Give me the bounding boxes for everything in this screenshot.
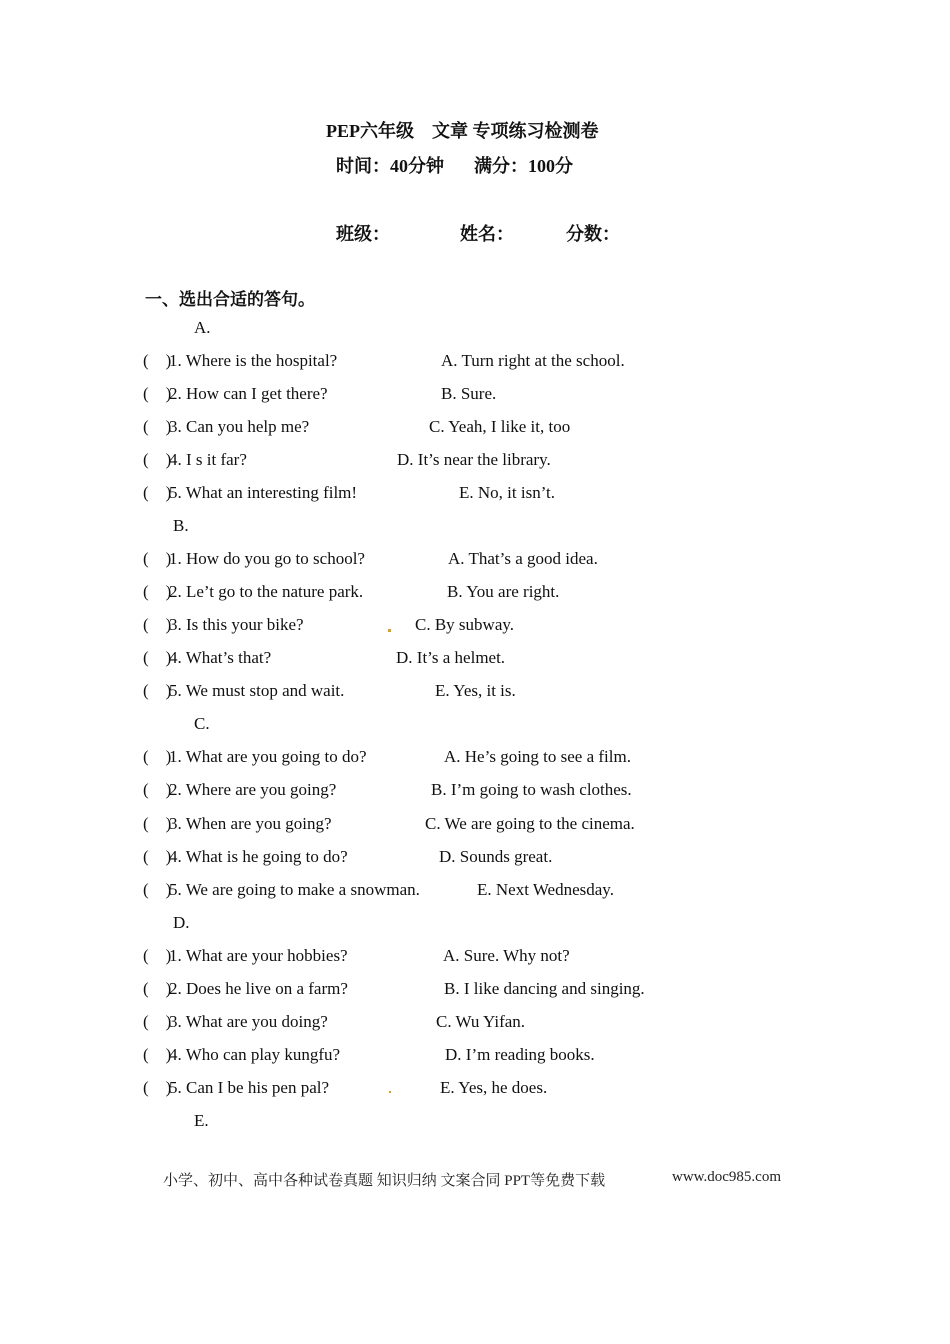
answer-paren[interactable]: ( ) [143,979,172,998]
answer-paren[interactable]: ( ) [143,648,172,667]
answer-option: A. Sure. Why not? [443,946,570,965]
answer-option: C. By subway. [415,615,515,634]
question-text: 2. Le’t go to the nature park. [169,582,364,601]
question-text: 3. Is this your bike? [169,615,304,634]
answer-paren[interactable]: ( ) [143,615,172,634]
question-text: 1. What are you going to do? [169,747,367,766]
page-title: PEP六年级 文章 专项练习检测卷 [326,121,599,141]
question-text: 5. We are going to make a snowman. [169,880,420,899]
answer-option: C. Wu Yifan. [436,1012,526,1031]
answer-option: D. I’m reading books. [445,1045,595,1064]
answer-option: E. Yes, it is. [435,681,516,700]
question-text: 4. I s it far? [169,450,247,469]
answer-paren[interactable]: ( ) [143,549,172,568]
answer-option: C. Yeah, I like it, too [429,417,571,436]
answer-option: E. Yes, he does. [440,1078,548,1097]
question-text: 2. Does he live on a farm? [169,979,348,998]
answer-option: B. I’m going to wash clothes. [431,780,632,799]
group-label: D. [173,913,190,932]
answer-paren[interactable]: ( ) [143,582,172,601]
answer-paren[interactable]: ( ) [143,1045,172,1064]
answer-paren[interactable]: ( ) [143,681,172,700]
answer-paren[interactable]: ( ) [143,814,172,833]
decorative-dot [389,1091,391,1093]
answer-option: B. You are right. [447,582,560,601]
question-text: 1. What are your hobbies? [169,946,348,965]
answer-paren[interactable]: ( ) [143,417,172,436]
group-label: A. [194,318,211,337]
question-text: 4. What is he going to do? [169,847,348,866]
exam-total-score: 满分：100分 [474,156,573,176]
question-text: 1. How do you go to school? [169,549,365,568]
answer-paren[interactable]: ( ) [143,351,172,370]
answer-option: A. That’s a good idea. [448,549,598,568]
answer-option: E. No, it isn’t. [459,483,556,502]
answer-paren[interactable]: ( ) [143,1012,172,1031]
answer-option: B. Sure. [441,384,497,403]
answer-paren[interactable]: ( ) [143,483,172,502]
section-heading: 一、选出合适的答句。 [145,290,315,309]
answer-option: C. We are going to the cinema. [425,814,635,833]
answer-option: A. He’s going to see a film. [444,747,631,766]
answer-option: E. Next Wednesday. [477,880,614,899]
question-text: 4. What’s that? [169,648,272,667]
group-label: C. [194,714,210,733]
footer-text: 小学、初中、高中各种试卷真题 知识归纳 文案合同 PPT等免费下载 [163,1173,606,1189]
question-text: 5. Can I be his pen pal? [169,1078,330,1097]
decorative-dot [388,629,391,632]
answer-paren[interactable]: ( ) [143,946,172,965]
group-label: B. [173,516,189,535]
class-label: 班级： [336,224,390,244]
answer-paren[interactable]: ( ) [143,847,172,866]
answer-paren[interactable]: ( ) [143,880,172,899]
question-text: 5. We must stop and wait. [169,681,345,700]
exam-time: 时间：40分钟 [336,156,444,176]
answer-option: B. I like dancing and singing. [444,979,645,998]
score-label: 分数： [566,224,620,244]
question-text: 3. What are you doing? [169,1012,328,1031]
name-label: 姓名： [460,224,514,244]
answer-option: A. Turn right at the school. [441,351,625,370]
answer-option: D. It’s near the library. [397,450,551,469]
group-label: E. [194,1111,209,1130]
question-text: 3. Can you help me? [169,417,310,436]
question-text: 4. Who can play kungfu? [169,1045,341,1064]
answer-paren[interactable]: ( ) [143,450,172,469]
question-text: 1. Where is the hospital? [169,351,338,370]
footer-url[interactable]: www.doc985.com [672,1169,782,1185]
question-text: 2. How can I get there? [169,384,328,403]
question-text: 3. When are you going? [169,814,332,833]
answer-option: D. It’s a helmet. [396,648,506,667]
answer-paren[interactable]: ( ) [143,384,172,403]
question-text: 2. Where are you going? [169,780,337,799]
answer-paren[interactable]: ( ) [143,747,172,766]
answer-option: D. Sounds great. [439,847,553,866]
question-text: 5. What an interesting film! [169,483,358,502]
answer-paren[interactable]: ( ) [143,1078,172,1097]
answer-paren[interactable]: ( ) [143,780,172,799]
